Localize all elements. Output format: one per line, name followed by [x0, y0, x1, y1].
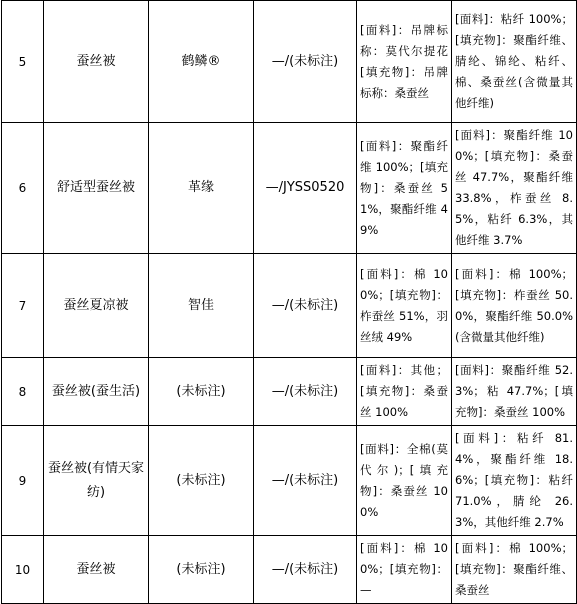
table-row: [2, 123, 577, 254]
labeled-composition: [面料]：聚酯纤维 100%；[填充物]：桑蚕丝 51%，聚酯纤维 49%: [357, 123, 452, 254]
brand: 智佳: [149, 254, 254, 358]
brand: (未标注): [149, 536, 254, 604]
labeled-composition: [面料]：全棉(莫代尔)；[填充物]：桑蚕丝 100%: [357, 426, 452, 536]
product-name: 蚕丝被: [44, 536, 149, 604]
measured-composition: [面料]：棉 100%；[填充物]：柞蚕丝 50.0%，聚酯纤维 50.0%(含微量其他纤维): [452, 254, 577, 358]
row-number: 9: [2, 426, 44, 536]
row-number: 7: [2, 254, 44, 358]
measured-composition: [面料]：聚酯纤维 100%；[填充物]：桑蚕丝 47.7%，聚酯纤维 33.8%，柞蚕丝 8.5%，粘纤 6.3%，其他纤维 3.7%: [452, 123, 577, 254]
product-name: 蚕丝被(蚕生活): [44, 358, 149, 426]
brand: 鹤鳞®: [149, 1, 254, 123]
brand: 革缘: [149, 123, 254, 254]
table-row: [2, 254, 577, 358]
product-name: 蚕丝夏凉被: [44, 254, 149, 358]
model-spec: —/(未标注): [254, 254, 357, 358]
labeled-composition: [面料]：棉 100%；[填充物]：—: [357, 536, 452, 604]
row-number: 10: [2, 536, 44, 604]
model-spec: —/(未标注): [254, 536, 357, 604]
table-row: [2, 536, 577, 604]
brand: (未标注): [149, 358, 254, 426]
labeled-composition: [面料]：其他；[填充物]：桑蚕丝 100%: [357, 358, 452, 426]
labeled-composition: [面料]：棉 100%；[填充物]：柞蚕丝 51%，羽丝绒 49%: [357, 254, 452, 358]
product-name: 蚕丝被(有情天家纺): [44, 426, 149, 536]
table-row: [2, 426, 577, 536]
row-number: 8: [2, 358, 44, 426]
measured-composition: [面料]：粘纤 81.4%，聚酯纤维 18.6%；[填充物]：粘纤 71.0%，腈纶 26.3%，其他纤维 2.7%: [452, 426, 577, 536]
product-name: 舒适型蚕丝被: [44, 123, 149, 254]
table-row: [2, 1, 577, 123]
measured-composition: [面料]：粘纤 100%；[填充物]：聚酯纤维、腈纶、锦纶、粘纤、棉、桑蚕丝(含微量其他纤维): [452, 1, 577, 123]
model-spec: —/(未标注): [254, 358, 357, 426]
product-name: 蚕丝被: [44, 1, 149, 123]
labeled-composition: [面料]：吊牌标称：莫代尔提花[填充物]：吊牌标称：桑蚕丝: [357, 1, 452, 123]
row-number: 5: [2, 1, 44, 123]
brand: (未标注): [149, 426, 254, 536]
model-spec: —/(未标注): [254, 1, 357, 123]
row-number: 6: [2, 123, 44, 254]
model-spec: —/JYSS0520: [254, 123, 357, 254]
measured-composition: [面料]：聚酯纤维 52.3%；粘 47.7%；[填充物]：桑蚕丝 100%: [452, 358, 577, 426]
table-row: [2, 358, 577, 426]
model-spec: —/(未标注): [254, 426, 357, 536]
measured-composition: [面料]：棉 100%；[填充物]：聚酯纤维、桑蚕丝: [452, 536, 577, 604]
product-comparison-table: [1, 0, 577, 604]
